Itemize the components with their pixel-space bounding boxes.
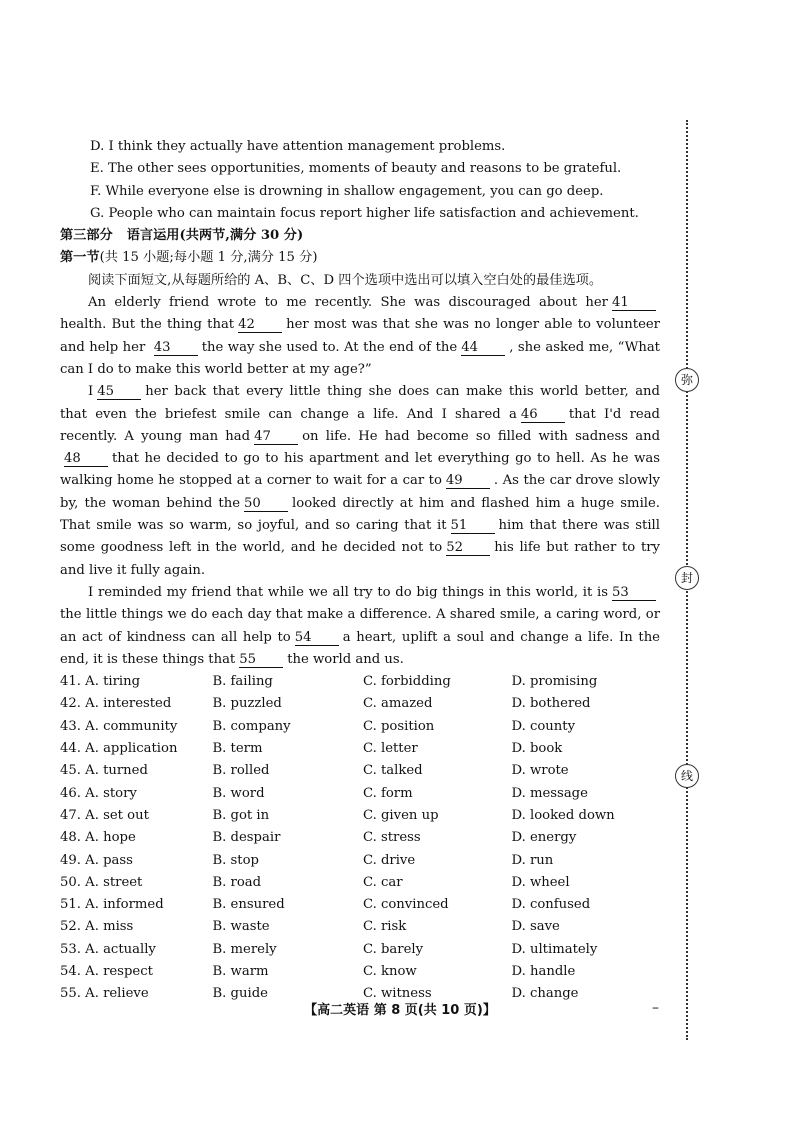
choice-a: 41. A. tiring	[60, 674, 141, 690]
blank-52: 52	[446, 541, 490, 556]
choice-b: B. despair	[212, 830, 281, 846]
choice-c: C. car	[362, 874, 403, 890]
choice-d: D. looked down	[511, 807, 615, 823]
choice-d: D. energy	[511, 830, 577, 846]
choice-d: D. handle	[511, 963, 576, 979]
passage-text: , she asked me, “What can I do to make this world better at my age?”	[60, 339, 660, 377]
question-row	[60, 693, 660, 715]
passage-text: her back that every little thing she does can make this world better, and that even the briefest smile can change a life. And I shared a	[60, 384, 660, 422]
passage-text: looked directly at him and flashed him a huge smile. That smile was so warm, so joyful, and so caring that it	[60, 495, 660, 534]
choice-d: D. wrote	[511, 763, 569, 779]
choice-a: 43. A. community	[60, 718, 178, 734]
choice-a: 45. A. turned	[60, 763, 148, 779]
question-row	[60, 738, 660, 760]
choice-a: 50. A. street	[60, 874, 143, 890]
seal-mark-feng: 封	[675, 566, 699, 590]
choice-d: D. wheel	[511, 874, 570, 890]
choice-b: B. warm	[212, 963, 269, 979]
page-content	[60, 136, 660, 1006]
question-row	[60, 850, 660, 872]
blank-43: 43	[154, 341, 198, 356]
passage-text: the way she used to. At the end of the	[201, 339, 458, 355]
seal-mark-xian: 线	[675, 764, 699, 788]
choice-c: C. letter	[362, 741, 418, 757]
choice-c: C. position	[362, 718, 435, 734]
choice-b: B. waste	[212, 919, 270, 935]
choice-b: B. merely	[212, 941, 277, 957]
choice-d: D. county	[511, 718, 576, 734]
passage-text: An elderly friend wrote to me recently. She was discouraged about her	[88, 295, 608, 311]
choice-a: 44. A. application	[60, 741, 178, 757]
choice-b: B. puzzled	[212, 696, 282, 712]
passage-text: the little things we do each day that make a difference. A shared smile, a caring word, or an act of kindness can all help to	[60, 607, 660, 645]
choice-a: 54. A. respect	[60, 963, 153, 979]
option-d: D. I think they actually have attention management problems.	[90, 139, 506, 154]
choice-a: 47. A. set out	[60, 807, 149, 823]
blank-45: 45	[97, 385, 141, 400]
blank-53: 53	[612, 586, 656, 601]
choice-d: D. ultimately	[511, 941, 598, 957]
choice-b: B. word	[212, 785, 265, 801]
choice-d: D. book	[511, 741, 563, 757]
passage-text: I reminded my friend that while we all try to do big things in this world, it is	[88, 584, 608, 600]
question-row	[60, 805, 660, 827]
passage-paragraph-3	[60, 582, 660, 671]
choice-c: C. convinced	[362, 897, 449, 913]
question-row	[60, 783, 660, 805]
passage-text: that he decided to go to his apartment and let everything go to hell. As he was walking home he stopped at a corner to wait for a car to	[60, 451, 660, 489]
passage-text: that I'd read recently. A young man had	[60, 406, 661, 444]
passage-paragraph-2	[60, 381, 660, 582]
option-g: G. People who can maintain focus report higher life satisfaction and achievement.	[90, 205, 639, 221]
choice-c: C. forbidding	[362, 674, 451, 690]
choice-a: 42. A. interested	[60, 696, 172, 712]
blank-42: 42	[238, 318, 282, 333]
option-e: E. The other sees opportunities, moments of beauty and reasons to be grateful.	[90, 161, 622, 177]
choice-b: B. ensured	[212, 897, 285, 913]
choice-b: B. term	[212, 741, 263, 757]
question-row	[60, 916, 660, 938]
subsection-title: 第一节	[60, 250, 100, 266]
choice-b: B. failing	[212, 674, 273, 690]
choice-c: C. stress	[362, 830, 421, 846]
choice-d: D. change	[511, 986, 579, 1002]
footer-dash: –	[652, 1000, 659, 1016]
question-row	[60, 939, 660, 961]
section-heading	[60, 225, 660, 247]
choice-c: C. talked	[362, 763, 423, 779]
blank-51: 51	[451, 519, 495, 534]
page-footer: 【高二英语 第 8 页(共 10 页)】	[304, 1003, 496, 1018]
choice-a: 55. A. relieve	[60, 986, 149, 1002]
choice-a: 49. A. pass	[60, 852, 133, 868]
subsection-detail: (共 15 小题;每小题 1 分,满分 15 分)	[99, 250, 318, 266]
seal-mark-mi: 弥	[675, 368, 699, 392]
choice-c: C. witness	[362, 986, 432, 1002]
choice-d: D. confused	[511, 897, 591, 913]
question-row	[60, 760, 660, 782]
passage-text: him that there was still some goodness left in the world, and he decided not to	[60, 518, 660, 556]
subsection-heading	[60, 247, 660, 269]
choice-b: B. road	[212, 874, 262, 890]
choice-d: D. message	[511, 785, 588, 801]
choice-d: D. bothered	[511, 696, 591, 712]
choice-c: C. risk	[362, 919, 407, 935]
passage-text: . As the car drove slowly by, the woman behind the	[60, 473, 660, 511]
choice-b: B. got in	[212, 807, 270, 823]
passage-text: on life. He had become so filled with sadness and	[302, 428, 661, 444]
question-row	[60, 671, 660, 693]
choice-b: B. guide	[212, 986, 268, 1002]
section-title: 第三部分	[60, 228, 113, 244]
choice-a: 48. A. hope	[60, 830, 136, 846]
choice-c: C. amazed	[362, 696, 433, 712]
passage-text: her most was that she was no longer able to volunteer and help her	[60, 317, 660, 355]
question-row	[60, 961, 660, 983]
choice-a: 53. A. actually	[60, 941, 156, 957]
passage-text: a heart, uplift a soul and change a life. In the end, it is these things that	[60, 629, 660, 667]
passage-text: I	[88, 384, 94, 400]
choice-d: D. promising	[511, 674, 598, 690]
blank-48: 48	[64, 452, 108, 467]
question-list	[60, 671, 660, 1005]
blank-50: 50	[244, 497, 288, 512]
choice-a: 52. A. miss	[60, 919, 134, 935]
question-row	[60, 716, 660, 738]
choice-c: C. form	[362, 785, 413, 801]
choice-b: B. rolled	[212, 763, 270, 779]
question-row	[60, 827, 660, 849]
passage-text: the world and us.	[287, 651, 404, 667]
choice-c: C. given up	[362, 807, 439, 823]
blank-41: 41	[612, 296, 656, 311]
option-f: F. While everyone else is drowning in shallow engagement, you can go deep.	[90, 183, 604, 199]
passage-paragraph-1	[60, 292, 660, 381]
passage-text: his life but rather to try and live it fully again.	[60, 540, 661, 578]
blank-46: 46	[521, 408, 565, 423]
section-subtitle: 语言运用(共两节,满分 30 分)	[126, 228, 304, 244]
choice-b: B. stop	[212, 852, 259, 868]
instruction: 阅读下面短文,从每题所给的 A、B、C、D 四个选项中选出可以填入空白处的最佳选项。	[88, 272, 603, 288]
blank-54: 54	[295, 631, 339, 646]
choice-a: 51. A. informed	[60, 897, 164, 913]
choice-b: B. company	[212, 718, 291, 734]
passage-text: health. But the thing that	[60, 317, 235, 333]
question-row	[60, 872, 660, 894]
choice-a: 46. A. story	[60, 785, 137, 801]
choice-d: D. run	[511, 852, 554, 868]
choice-c: C. drive	[362, 852, 416, 868]
choice-d: D. save	[511, 919, 560, 935]
choice-c: C. barely	[362, 941, 424, 957]
blank-47: 47	[254, 430, 298, 445]
blank-44: 44	[461, 341, 505, 356]
blank-55: 55	[239, 653, 283, 668]
question-row	[60, 894, 660, 916]
choice-c: C. know	[362, 963, 417, 979]
blank-49: 49	[446, 474, 490, 489]
